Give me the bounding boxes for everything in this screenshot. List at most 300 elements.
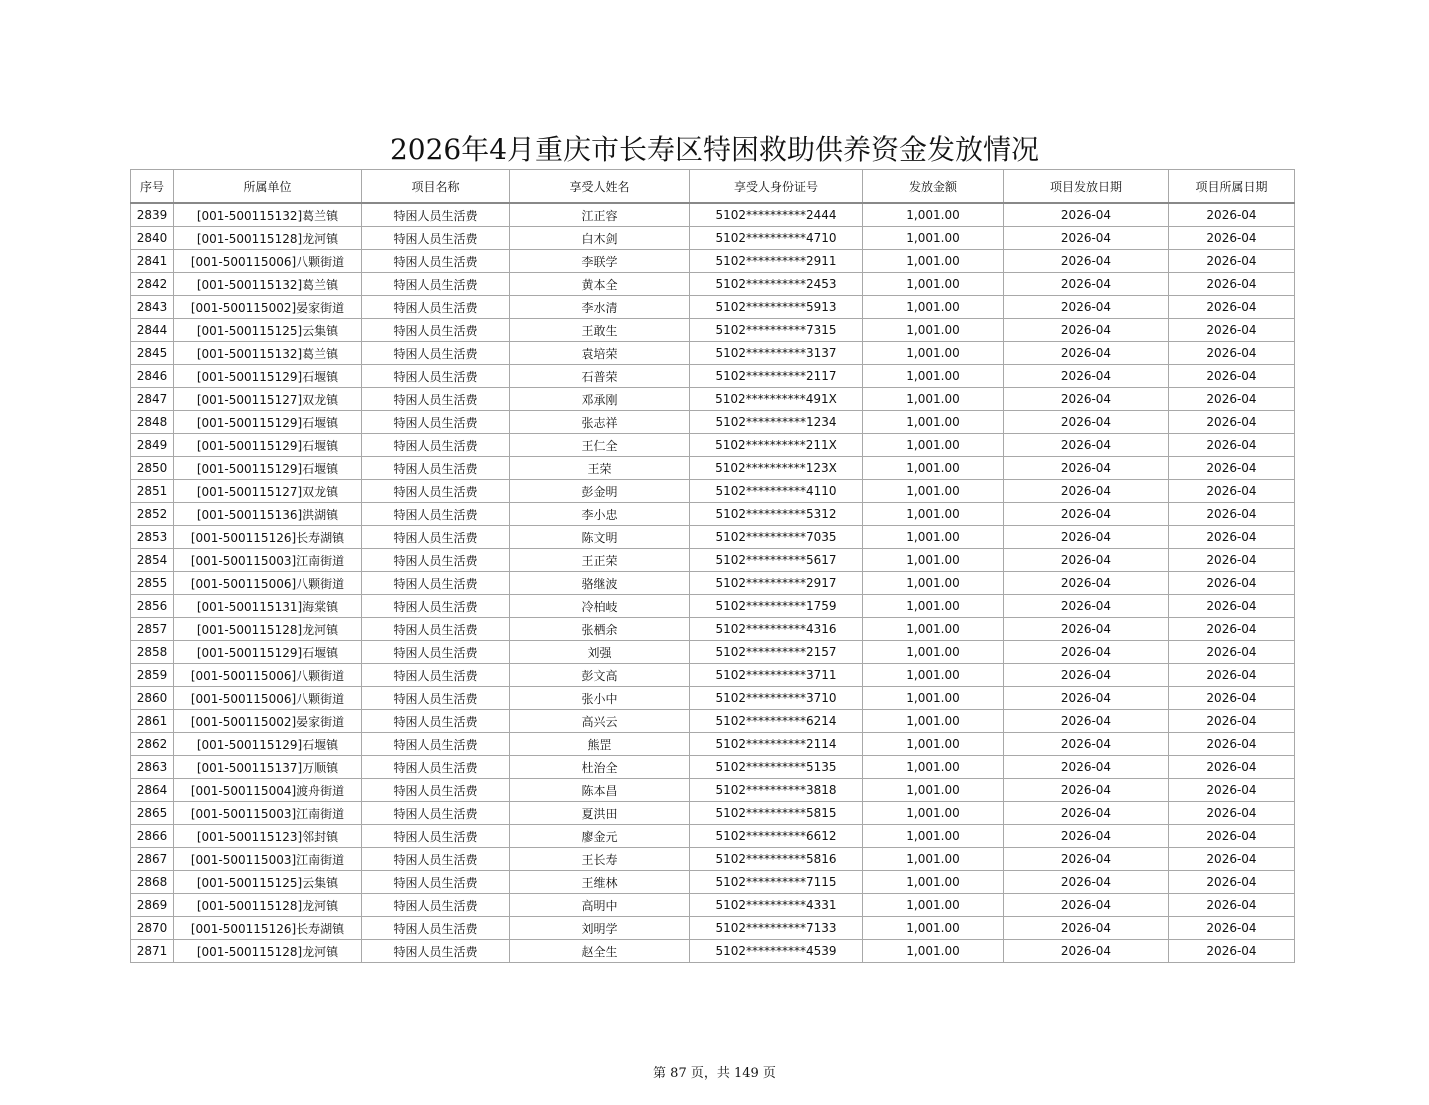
table-row — [131, 250, 1295, 273]
cell-period: 2026-04 — [1169, 203, 1295, 227]
table-row — [131, 595, 1295, 618]
table-row — [131, 618, 1295, 641]
table-row — [131, 365, 1295, 388]
table-header-row — [131, 170, 1295, 204]
cell-amount: 1,001.00 — [863, 457, 1004, 480]
cell-period: 2026-04 — [1169, 687, 1295, 710]
table-row — [131, 848, 1295, 871]
cell-pay-date: 2026-04 — [1004, 273, 1169, 296]
cell-id: 5102**********2911 — [690, 250, 863, 273]
cell-unit: [001-500115127]双龙镇 — [174, 388, 362, 411]
header-pay-date: 项目发放日期 — [1004, 170, 1169, 204]
cell-id: 5102**********6214 — [690, 710, 863, 733]
cell-amount: 1,001.00 — [863, 687, 1004, 710]
cell-name: 王仁全 — [510, 434, 690, 457]
cell-amount: 1,001.00 — [863, 664, 1004, 687]
cell-pay-date: 2026-04 — [1004, 296, 1169, 319]
cell-name: 张栖余 — [510, 618, 690, 641]
table-row — [131, 411, 1295, 434]
cell-amount: 1,001.00 — [863, 710, 1004, 733]
cell-period: 2026-04 — [1169, 756, 1295, 779]
cell-seq: 2858 — [131, 641, 174, 664]
table-row — [131, 203, 1295, 227]
cell-pay-date: 2026-04 — [1004, 802, 1169, 825]
cell-unit: [001-500115123]邻封镇 — [174, 825, 362, 848]
table-row — [131, 503, 1295, 526]
table-row — [131, 273, 1295, 296]
cell-id: 5102**********5816 — [690, 848, 863, 871]
cell-seq: 2851 — [131, 480, 174, 503]
cell-period: 2026-04 — [1169, 342, 1295, 365]
cell-unit: [001-500115002]晏家街道 — [174, 710, 362, 733]
cell-id: 5102**********4331 — [690, 894, 863, 917]
cell-period: 2026-04 — [1169, 894, 1295, 917]
cell-unit: [001-500115006]八颗街道 — [174, 687, 362, 710]
cell-amount: 1,001.00 — [863, 595, 1004, 618]
cell-project: 特困人员生活费 — [362, 664, 510, 687]
cell-unit: [001-500115126]长寿湖镇 — [174, 526, 362, 549]
cell-amount: 1,001.00 — [863, 526, 1004, 549]
cell-name: 冷柏岐 — [510, 595, 690, 618]
cell-period: 2026-04 — [1169, 779, 1295, 802]
cell-period: 2026-04 — [1169, 618, 1295, 641]
cell-amount: 1,001.00 — [863, 572, 1004, 595]
cell-unit: [001-500115128]龙河镇 — [174, 227, 362, 250]
table-row — [131, 434, 1295, 457]
cell-name: 彭文高 — [510, 664, 690, 687]
cell-name: 江正容 — [510, 203, 690, 227]
cell-pay-date: 2026-04 — [1004, 365, 1169, 388]
cell-project: 特困人员生活费 — [362, 457, 510, 480]
cell-seq: 2849 — [131, 434, 174, 457]
cell-id: 5102**********211X — [690, 434, 863, 457]
cell-unit: [001-500115003]江南街道 — [174, 848, 362, 871]
cell-amount: 1,001.00 — [863, 779, 1004, 802]
cell-amount: 1,001.00 — [863, 756, 1004, 779]
cell-pay-date: 2026-04 — [1004, 779, 1169, 802]
cell-seq: 2869 — [131, 894, 174, 917]
cell-project: 特困人员生活费 — [362, 296, 510, 319]
cell-project: 特困人员生活费 — [362, 802, 510, 825]
cell-id: 5102**********3710 — [690, 687, 863, 710]
cell-unit: [001-500115127]双龙镇 — [174, 480, 362, 503]
cell-seq: 2864 — [131, 779, 174, 802]
cell-amount: 1,001.00 — [863, 319, 1004, 342]
cell-project: 特困人员生活费 — [362, 549, 510, 572]
cell-pay-date: 2026-04 — [1004, 733, 1169, 756]
cell-name: 邓承刚 — [510, 388, 690, 411]
cell-project: 特困人员生活费 — [362, 503, 510, 526]
cell-period: 2026-04 — [1169, 871, 1295, 894]
cell-project: 特困人员生活费 — [362, 848, 510, 871]
cell-name: 刘明学 — [510, 917, 690, 940]
cell-name: 黄本全 — [510, 273, 690, 296]
cell-project: 特困人员生活费 — [362, 388, 510, 411]
cell-name: 廖金元 — [510, 825, 690, 848]
cell-pay-date: 2026-04 — [1004, 710, 1169, 733]
cell-project: 特困人员生活费 — [362, 894, 510, 917]
cell-seq: 2840 — [131, 227, 174, 250]
cell-pay-date: 2026-04 — [1004, 825, 1169, 848]
cell-project: 特困人员生活费 — [362, 434, 510, 457]
cell-name: 杜治全 — [510, 756, 690, 779]
cell-seq: 2852 — [131, 503, 174, 526]
cell-project: 特困人员生活费 — [362, 365, 510, 388]
cell-id: 5102**********5135 — [690, 756, 863, 779]
page-title: 2026年4月重庆市长寿区特困救助供养资金发放情况 — [389, 133, 1040, 166]
table-row — [131, 549, 1295, 572]
cell-project: 特困人员生活费 — [362, 480, 510, 503]
table-row — [131, 641, 1295, 664]
cell-period: 2026-04 — [1169, 365, 1295, 388]
cell-unit: [001-500115137]万顺镇 — [174, 756, 362, 779]
cell-id: 5102**********7315 — [690, 319, 863, 342]
cell-pay-date: 2026-04 — [1004, 388, 1169, 411]
cell-pay-date: 2026-04 — [1004, 940, 1169, 963]
cell-name: 李小忠 — [510, 503, 690, 526]
cell-id: 5102**********3711 — [690, 664, 863, 687]
header-period: 项目所属日期 — [1169, 170, 1295, 204]
cell-amount: 1,001.00 — [863, 894, 1004, 917]
cell-project: 特困人员生活费 — [362, 871, 510, 894]
table-row — [131, 871, 1295, 894]
cell-period: 2026-04 — [1169, 940, 1295, 963]
cell-period: 2026-04 — [1169, 503, 1295, 526]
cell-seq: 2863 — [131, 756, 174, 779]
cell-pay-date: 2026-04 — [1004, 434, 1169, 457]
cell-name: 王正荣 — [510, 549, 690, 572]
cell-pay-date: 2026-04 — [1004, 250, 1169, 273]
cell-name: 张志祥 — [510, 411, 690, 434]
cell-period: 2026-04 — [1169, 273, 1295, 296]
cell-amount: 1,001.00 — [863, 388, 1004, 411]
cell-unit: [001-500115003]江南街道 — [174, 802, 362, 825]
cell-name: 骆继波 — [510, 572, 690, 595]
table-row — [131, 756, 1295, 779]
cell-name: 陈文明 — [510, 526, 690, 549]
cell-seq: 2842 — [131, 273, 174, 296]
cell-amount: 1,001.00 — [863, 273, 1004, 296]
cell-pay-date: 2026-04 — [1004, 342, 1169, 365]
cell-amount: 1,001.00 — [863, 227, 1004, 250]
cell-seq: 2843 — [131, 296, 174, 319]
cell-seq: 2868 — [131, 871, 174, 894]
cell-period: 2026-04 — [1169, 595, 1295, 618]
header-project: 项目名称 — [362, 170, 510, 204]
table-row — [131, 296, 1295, 319]
cell-unit: [001-500115125]云集镇 — [174, 871, 362, 894]
cell-id: 5102**********2114 — [690, 733, 863, 756]
cell-seq: 2845 — [131, 342, 174, 365]
cell-id: 5102**********4110 — [690, 480, 863, 503]
cell-id: 5102**********3137 — [690, 342, 863, 365]
cell-name: 陈本昌 — [510, 779, 690, 802]
table-row — [131, 664, 1295, 687]
cell-period: 2026-04 — [1169, 480, 1295, 503]
cell-project: 特困人员生活费 — [362, 250, 510, 273]
cell-name: 张小中 — [510, 687, 690, 710]
cell-unit: [001-500115002]晏家街道 — [174, 296, 362, 319]
page-footer: 第 87 页，共 149 页 — [653, 1066, 776, 1081]
cell-period: 2026-04 — [1169, 802, 1295, 825]
cell-seq: 2861 — [131, 710, 174, 733]
cell-amount: 1,001.00 — [863, 549, 1004, 572]
cell-name: 高明中 — [510, 894, 690, 917]
cell-seq: 2855 — [131, 572, 174, 595]
cell-project: 特困人员生活费 — [362, 273, 510, 296]
cell-seq: 2854 — [131, 549, 174, 572]
cell-seq: 2860 — [131, 687, 174, 710]
cell-pay-date: 2026-04 — [1004, 203, 1169, 227]
cell-name: 白木剑 — [510, 227, 690, 250]
cell-name: 石普荣 — [510, 365, 690, 388]
cell-unit: [001-500115132]葛兰镇 — [174, 203, 362, 227]
cell-amount: 1,001.00 — [863, 434, 1004, 457]
table-row — [131, 342, 1295, 365]
cell-period: 2026-04 — [1169, 641, 1295, 664]
cell-project: 特困人员生活费 — [362, 733, 510, 756]
cell-unit: [001-500115126]长寿湖镇 — [174, 917, 362, 940]
cell-amount: 1,001.00 — [863, 825, 1004, 848]
cell-pay-date: 2026-04 — [1004, 641, 1169, 664]
cell-unit: [001-500115129]石堰镇 — [174, 641, 362, 664]
cell-amount: 1,001.00 — [863, 871, 1004, 894]
cell-project: 特困人员生活费 — [362, 917, 510, 940]
cell-project: 特困人员生活费 — [362, 203, 510, 227]
cell-id: 5102**********6612 — [690, 825, 863, 848]
cell-pay-date: 2026-04 — [1004, 549, 1169, 572]
cell-id: 5102**********5815 — [690, 802, 863, 825]
cell-unit: [001-500115129]石堰镇 — [174, 365, 362, 388]
cell-unit: [001-500115003]江南街道 — [174, 549, 362, 572]
cell-unit: [001-500115128]龙河镇 — [174, 894, 362, 917]
cell-unit: [001-500115129]石堰镇 — [174, 411, 362, 434]
cell-amount: 1,001.00 — [863, 733, 1004, 756]
cell-project: 特困人员生活费 — [362, 641, 510, 664]
cell-period: 2026-04 — [1169, 526, 1295, 549]
cell-id: 5102**********5913 — [690, 296, 863, 319]
cell-amount: 1,001.00 — [863, 917, 1004, 940]
table-row — [131, 710, 1295, 733]
cell-seq: 2857 — [131, 618, 174, 641]
cell-project: 特困人员生活费 — [362, 940, 510, 963]
cell-project: 特困人员生活费 — [362, 618, 510, 641]
cell-period: 2026-04 — [1169, 848, 1295, 871]
cell-id: 5102**********2117 — [690, 365, 863, 388]
cell-seq: 2839 — [131, 203, 174, 227]
table-row — [131, 940, 1295, 963]
cell-id: 5102**********2444 — [690, 203, 863, 227]
cell-pay-date: 2026-04 — [1004, 871, 1169, 894]
cell-seq: 2841 — [131, 250, 174, 273]
cell-period: 2026-04 — [1169, 733, 1295, 756]
cell-pay-date: 2026-04 — [1004, 917, 1169, 940]
cell-name: 赵全生 — [510, 940, 690, 963]
cell-id: 5102**********4710 — [690, 227, 863, 250]
cell-seq: 2870 — [131, 917, 174, 940]
cell-unit: [001-500115136]洪湖镇 — [174, 503, 362, 526]
cell-unit: [001-500115006]八颗街道 — [174, 664, 362, 687]
cell-amount: 1,001.00 — [863, 618, 1004, 641]
cell-name: 高兴云 — [510, 710, 690, 733]
cell-period: 2026-04 — [1169, 572, 1295, 595]
cell-unit: [001-500115128]龙河镇 — [174, 618, 362, 641]
cell-name: 熊罡 — [510, 733, 690, 756]
cell-name: 彭金明 — [510, 480, 690, 503]
table-row — [131, 526, 1295, 549]
table-row — [131, 917, 1295, 940]
cell-id: 5102**********491X — [690, 388, 863, 411]
cell-period: 2026-04 — [1169, 411, 1295, 434]
cell-project: 特困人员生活费 — [362, 756, 510, 779]
cell-unit: [001-500115129]石堰镇 — [174, 457, 362, 480]
cell-unit: [001-500115132]葛兰镇 — [174, 273, 362, 296]
cell-id: 5102**********5617 — [690, 549, 863, 572]
cell-id: 5102**********2917 — [690, 572, 863, 595]
cell-project: 特困人员生活费 — [362, 342, 510, 365]
cell-project: 特困人员生活费 — [362, 411, 510, 434]
cell-project: 特困人员生活费 — [362, 825, 510, 848]
cell-project: 特困人员生活费 — [362, 710, 510, 733]
cell-name: 李水清 — [510, 296, 690, 319]
cell-name: 袁培荣 — [510, 342, 690, 365]
cell-project: 特困人员生活费 — [362, 779, 510, 802]
table-row — [131, 894, 1295, 917]
header-seq: 序号 — [131, 170, 174, 204]
cell-id: 5102**********4316 — [690, 618, 863, 641]
header-name: 享受人姓名 — [510, 170, 690, 204]
cell-pay-date: 2026-04 — [1004, 687, 1169, 710]
cell-id: 5102**********2453 — [690, 273, 863, 296]
cell-pay-date: 2026-04 — [1004, 756, 1169, 779]
cell-id: 5102**********2157 — [690, 641, 863, 664]
cell-period: 2026-04 — [1169, 250, 1295, 273]
cell-name: 刘强 — [510, 641, 690, 664]
cell-seq: 2856 — [131, 595, 174, 618]
cell-pay-date: 2026-04 — [1004, 457, 1169, 480]
table-row — [131, 572, 1295, 595]
cell-name: 李联学 — [510, 250, 690, 273]
cell-period: 2026-04 — [1169, 825, 1295, 848]
cell-amount: 1,001.00 — [863, 296, 1004, 319]
header-amount: 发放金额 — [863, 170, 1004, 204]
cell-id: 5102**********5312 — [690, 503, 863, 526]
table-row — [131, 227, 1295, 250]
cell-amount: 1,001.00 — [863, 641, 1004, 664]
cell-project: 特困人员生活费 — [362, 687, 510, 710]
cell-project: 特困人员生活费 — [362, 319, 510, 342]
cell-name: 夏洪田 — [510, 802, 690, 825]
cell-project: 特困人员生活费 — [362, 572, 510, 595]
cell-id: 5102**********7035 — [690, 526, 863, 549]
table-row — [131, 802, 1295, 825]
table-row — [131, 825, 1295, 848]
cell-pay-date: 2026-04 — [1004, 526, 1169, 549]
cell-name: 王维林 — [510, 871, 690, 894]
cell-pay-date: 2026-04 — [1004, 848, 1169, 871]
cell-unit: [001-500115006]八颗街道 — [174, 250, 362, 273]
cell-pay-date: 2026-04 — [1004, 894, 1169, 917]
cell-pay-date: 2026-04 — [1004, 319, 1169, 342]
cell-id: 5102**********1759 — [690, 595, 863, 618]
cell-unit: [001-500115132]葛兰镇 — [174, 342, 362, 365]
cell-pay-date: 2026-04 — [1004, 411, 1169, 434]
cell-seq: 2867 — [131, 848, 174, 871]
cell-id: 5102**********4539 — [690, 940, 863, 963]
cell-unit: [001-500115004]渡舟街道 — [174, 779, 362, 802]
cell-seq: 2850 — [131, 457, 174, 480]
cell-unit: [001-500115128]龙河镇 — [174, 940, 362, 963]
cell-pay-date: 2026-04 — [1004, 480, 1169, 503]
cell-name: 王荣 — [510, 457, 690, 480]
cell-name: 王敢生 — [510, 319, 690, 342]
cell-pay-date: 2026-04 — [1004, 503, 1169, 526]
cell-pay-date: 2026-04 — [1004, 227, 1169, 250]
cell-unit: [001-500115129]石堰镇 — [174, 733, 362, 756]
cell-amount: 1,001.00 — [863, 503, 1004, 526]
cell-unit: [001-500115131]海棠镇 — [174, 595, 362, 618]
cell-pay-date: 2026-04 — [1004, 595, 1169, 618]
cell-amount: 1,001.00 — [863, 848, 1004, 871]
cell-unit: [001-500115006]八颗街道 — [174, 572, 362, 595]
table-row — [131, 779, 1295, 802]
cell-id: 5102**********7115 — [690, 871, 863, 894]
cell-project: 特困人员生活费 — [362, 595, 510, 618]
table-row — [131, 319, 1295, 342]
cell-seq: 2862 — [131, 733, 174, 756]
cell-id: 5102**********7133 — [690, 917, 863, 940]
cell-period: 2026-04 — [1169, 296, 1295, 319]
cell-seq: 2871 — [131, 940, 174, 963]
cell-seq: 2846 — [131, 365, 174, 388]
cell-period: 2026-04 — [1169, 388, 1295, 411]
cell-pay-date: 2026-04 — [1004, 664, 1169, 687]
cell-amount: 1,001.00 — [863, 411, 1004, 434]
cell-seq: 2848 — [131, 411, 174, 434]
cell-seq: 2865 — [131, 802, 174, 825]
cell-seq: 2847 — [131, 388, 174, 411]
table-row — [131, 457, 1295, 480]
header-id: 享受人身份证号 — [690, 170, 863, 204]
table-row — [131, 687, 1295, 710]
cell-amount: 1,001.00 — [863, 250, 1004, 273]
cell-unit: [001-500115129]石堰镇 — [174, 434, 362, 457]
cell-unit: [001-500115125]云集镇 — [174, 319, 362, 342]
cell-period: 2026-04 — [1169, 227, 1295, 250]
cell-period: 2026-04 — [1169, 549, 1295, 572]
cell-seq: 2866 — [131, 825, 174, 848]
cell-period: 2026-04 — [1169, 664, 1295, 687]
cell-amount: 1,001.00 — [863, 203, 1004, 227]
cell-amount: 1,001.00 — [863, 365, 1004, 388]
cell-amount: 1,001.00 — [863, 342, 1004, 365]
cell-id: 5102**********1234 — [690, 411, 863, 434]
cell-pay-date: 2026-04 — [1004, 572, 1169, 595]
cell-seq: 2853 — [131, 526, 174, 549]
cell-period: 2026-04 — [1169, 434, 1295, 457]
payment-table — [130, 169, 1295, 963]
cell-period: 2026-04 — [1169, 917, 1295, 940]
cell-name: 王长寿 — [510, 848, 690, 871]
table-row — [131, 388, 1295, 411]
cell-period: 2026-04 — [1169, 457, 1295, 480]
table-body — [131, 203, 1295, 963]
cell-id: 5102**********123X — [690, 457, 863, 480]
cell-id: 5102**********3818 — [690, 779, 863, 802]
cell-period: 2026-04 — [1169, 319, 1295, 342]
cell-pay-date: 2026-04 — [1004, 618, 1169, 641]
cell-project: 特困人员生活费 — [362, 526, 510, 549]
